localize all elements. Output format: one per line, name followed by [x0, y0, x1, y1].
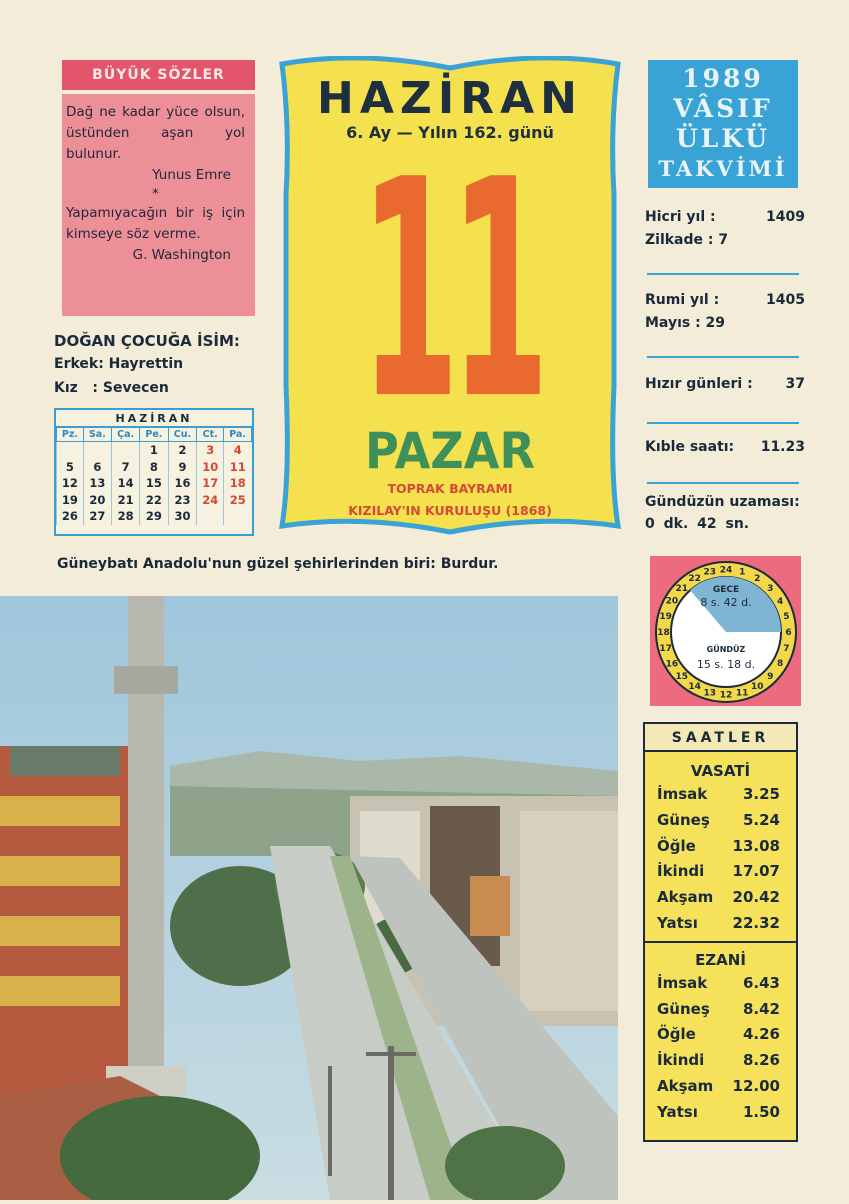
- mini-calendar-day: 24: [197, 492, 224, 509]
- mini-calendar-day: 14: [111, 475, 139, 492]
- photo-caption: Güneybatı Anadolu'nun güzel şehirlerinden biri: Burdur.: [57, 556, 499, 572]
- prayer-time-value: 20.42: [732, 888, 780, 907]
- prayer-time-value: 8.42: [742, 999, 780, 1018]
- mini-calendar-day: [111, 442, 139, 459]
- prayer-time-value: 3.25: [742, 785, 780, 803]
- baby-name-girl: Kız : Sevecen: [54, 380, 169, 396]
- mini-calendar-day: 18: [224, 475, 252, 492]
- mini-calendar-day: 1: [140, 442, 168, 459]
- event-line-2: KIZILAY'IN KURULUŞU (1868): [348, 503, 552, 518]
- mini-calendar-day: 23: [168, 492, 197, 509]
- prayer-time-row: [645, 1100, 796, 1126]
- kible-time: [645, 437, 805, 458]
- mini-calendar-weekday-header: Pa.: [224, 428, 252, 442]
- clock-hour-number: 14: [688, 682, 701, 693]
- day-number: 11: [360, 116, 542, 465]
- kible-value: 11.23: [760, 439, 805, 455]
- clock-hour-number: 21: [675, 583, 689, 594]
- mini-calendar-day: [197, 508, 224, 525]
- clock-hour-number: 24: [719, 565, 733, 576]
- prayer-time-label: İkindi: [657, 862, 705, 881]
- clock-hour-number: 9: [767, 672, 774, 683]
- info-divider: [647, 422, 799, 424]
- clock-hour-number: 8: [776, 659, 784, 670]
- daylight-increase-label: Gündüzün uzaması:: [645, 494, 800, 510]
- mini-calendar-day: 21: [111, 492, 139, 509]
- clock-hour-number: 20: [665, 596, 679, 607]
- day-of-year-line: 6. Ay — Yılın 162. günü: [346, 123, 554, 142]
- zilkade-day: Zilkade : 7: [645, 232, 729, 248]
- prayer-time-label: İkindi: [657, 1051, 705, 1070]
- mini-calendar-day: 11: [224, 459, 252, 476]
- day-duration: 15 s. 18 d.: [696, 658, 756, 671]
- mini-calendar-weekday-header: Pe.: [140, 428, 168, 442]
- mini-calendar-weekday-header: Sa.: [83, 428, 111, 442]
- brand-year: 1989: [682, 64, 764, 93]
- quote-separator-star: *: [152, 186, 159, 202]
- mini-calendar-day: 7: [111, 459, 139, 476]
- mini-calendar-day: 9: [168, 459, 197, 476]
- brand-line-2: ÜLKÜ: [675, 124, 771, 153]
- prayer-times-header: SAATLER: [645, 724, 796, 752]
- hicri-label: Hicri yıl :: [645, 209, 716, 225]
- clock-hour-number: 4: [776, 596, 784, 607]
- mini-calendar-day: 16: [168, 475, 197, 492]
- info-divider: [647, 273, 799, 275]
- mini-calendar-title: HAZİRAN: [56, 410, 252, 427]
- prayer-time-label: Öğle: [657, 1025, 696, 1044]
- quote-1: Dağ ne kadar yüce olsun, üstünden aşan yol bulunur.: [66, 104, 245, 162]
- month-name: HAZİRAN: [317, 73, 583, 124]
- clock-hour-number: 5: [783, 611, 790, 622]
- brand-line-3: TAKVİMİ: [658, 156, 788, 181]
- mini-calendar-day: 13: [83, 475, 111, 492]
- prayer-time-row: [645, 782, 796, 808]
- prayer-time-label: Yatsı: [657, 913, 698, 932]
- mini-calendar-day: 12: [57, 475, 84, 492]
- clock-hour-number: 1: [739, 567, 746, 578]
- prayer-time-label: İmsak: [657, 973, 708, 992]
- mini-calendar-weekday-header: Ct.: [197, 428, 224, 442]
- mini-calendar-weekday-header: Cu.: [168, 428, 197, 442]
- prayer-time-value: 5.24: [742, 810, 780, 829]
- prayer-time-label: Güneş: [657, 999, 710, 1018]
- mini-calendar-day: 27: [83, 508, 111, 525]
- prayer-time-row: [645, 1022, 796, 1048]
- baby-name-boy: Erkek: Hayrettin: [54, 356, 184, 372]
- clock-hour-number: 18: [657, 628, 670, 638]
- mini-calendar-day: 28: [111, 508, 139, 525]
- mini-calendar-day: 5: [57, 459, 84, 476]
- prayer-time-row: [645, 1048, 796, 1074]
- city-photo-illustration: [0, 596, 618, 1200]
- mini-calendar-day: 4: [224, 442, 252, 459]
- clock-hour-number: 2: [754, 573, 761, 584]
- mini-calendar-day: 17: [197, 475, 224, 492]
- prayer-time-label: Akşam: [657, 1076, 714, 1095]
- mini-calendar-day: 19: [57, 492, 84, 509]
- prayer-time-label: Yatsı: [657, 1102, 698, 1121]
- rumi-label: Rumi yıl :: [645, 292, 720, 308]
- mini-calendar-weekday-header: Pz.: [57, 428, 84, 442]
- hicri-value: 1409: [766, 209, 805, 225]
- prayer-time-label: Akşam: [657, 888, 714, 907]
- prayer-time-row: [645, 834, 796, 860]
- mini-calendar-day: 8: [140, 459, 168, 476]
- mini-calendar-grid: [56, 427, 252, 525]
- day-tile: [270, 56, 630, 536]
- city-photo: [0, 596, 618, 1200]
- prayer-time-value: 6.43: [742, 973, 780, 992]
- prayer-times-box: [643, 722, 798, 1142]
- prayer-time-value: 13.08: [732, 836, 780, 855]
- clock-hour-number: 16: [665, 659, 679, 670]
- weekday-name: PAZAR: [365, 422, 535, 480]
- prayer-time-label: Güneş: [657, 810, 710, 829]
- hicri-year: [645, 207, 805, 228]
- clock-hour-number: 6: [785, 628, 792, 638]
- mini-calendar-day: 2: [168, 442, 197, 459]
- mini-calendar-day: [224, 508, 252, 525]
- mini-calendar-day: [57, 442, 84, 459]
- clock-hour-number: 3: [767, 583, 774, 594]
- prayer-time-value: 12.00: [732, 1076, 780, 1095]
- prayer-time-label: İmsak: [657, 785, 708, 803]
- mini-calendar-day: 6: [83, 459, 111, 476]
- clock-hour-number: 7: [783, 644, 790, 655]
- calendar-brand-box: [648, 60, 798, 188]
- mini-calendar-day: 26: [57, 508, 84, 525]
- mini-calendar-day: 20: [83, 492, 111, 509]
- mini-calendar-day: 25: [224, 492, 252, 509]
- hizir-value: 37: [785, 376, 805, 392]
- clock-hour-number: 23: [703, 567, 717, 578]
- clock-hour-number: 10: [751, 682, 764, 693]
- clock-hour-number: 19: [659, 611, 672, 622]
- rumi-year: [645, 290, 805, 311]
- mini-month-calendar: [54, 408, 254, 536]
- night-duration: 8 s. 42 d.: [700, 596, 752, 609]
- mini-calendar-day: [83, 442, 111, 459]
- clock-hour-number: 15: [675, 672, 689, 683]
- rumi-value: 1405: [766, 292, 805, 308]
- prayer-time-row: [645, 971, 796, 997]
- clock-hour-number: 22: [688, 573, 701, 584]
- event-line-1: TOPRAK BAYRAMI: [387, 481, 513, 496]
- quotes-box: [62, 94, 255, 316]
- mayis-day: Mayıs : 29: [645, 315, 726, 331]
- mini-calendar-day: 10: [197, 459, 224, 476]
- prayer-time-row: [645, 885, 796, 911]
- day-label: GÜNDÜZ: [706, 645, 746, 654]
- quote-2-author: G. Washington: [132, 247, 231, 263]
- daylight-increase-value: 0 dk. 42 sn.: [645, 516, 750, 532]
- quotes-header: BÜYÜK SÖZLER: [62, 60, 255, 90]
- kible-label: Kıble saatı:: [645, 439, 735, 455]
- hizir-label: Hızır günleri :: [645, 376, 753, 392]
- prayer-time-value: 4.26: [742, 1025, 780, 1044]
- clock-hour-number: 17: [659, 644, 672, 655]
- day-night-dial: [650, 556, 801, 706]
- prayer-time-value: 17.07: [732, 862, 780, 881]
- prayer-time-value: 8.26: [742, 1051, 780, 1070]
- night-label: GECE: [712, 585, 740, 595]
- baby-names-title: DOĞAN ÇOCUĞA İSİM:: [54, 332, 240, 350]
- clock-hour-number: 12: [719, 690, 733, 701]
- prayer-time-row: [645, 1074, 796, 1100]
- ezani-times: [645, 971, 796, 1126]
- prayer-time-row: [645, 859, 796, 885]
- quote-2: Yapamıyacağın bir iş için kimseye söz verme.: [66, 205, 245, 242]
- prayer-time-row: [645, 997, 796, 1023]
- prayer-time-row: [645, 808, 796, 834]
- mini-calendar-day: 3: [197, 442, 224, 459]
- clock-hour-number: 11: [735, 688, 749, 699]
- quote-1-author: Yunus Emre: [152, 167, 231, 183]
- brand-line-1: VÂSIF: [673, 94, 773, 123]
- info-divider: [647, 356, 799, 358]
- prayer-time-value: 22.32: [732, 913, 780, 932]
- mini-calendar-day: 22: [140, 492, 168, 509]
- mini-calendar-weekday-header: Ça.: [111, 428, 139, 442]
- info-divider: [647, 482, 799, 484]
- vasati-title: VASATİ: [690, 762, 751, 780]
- mini-calendar-day: 15: [140, 475, 168, 492]
- ezani-title: EZANİ: [695, 950, 746, 969]
- mini-calendar-day: 30: [168, 508, 197, 525]
- hizir-days: [645, 374, 805, 395]
- prayer-time-label: Öğle: [657, 836, 696, 855]
- vasati-times: [645, 782, 796, 937]
- day-tile-frame: [270, 56, 630, 536]
- prayer-times-divider: [645, 941, 796, 943]
- prayer-time-value: 1.50: [742, 1102, 780, 1121]
- mini-calendar-day: 29: [140, 508, 168, 525]
- clock-hour-number: 13: [703, 688, 717, 699]
- prayer-time-row: [645, 911, 796, 937]
- day-night-clock: [650, 556, 801, 706]
